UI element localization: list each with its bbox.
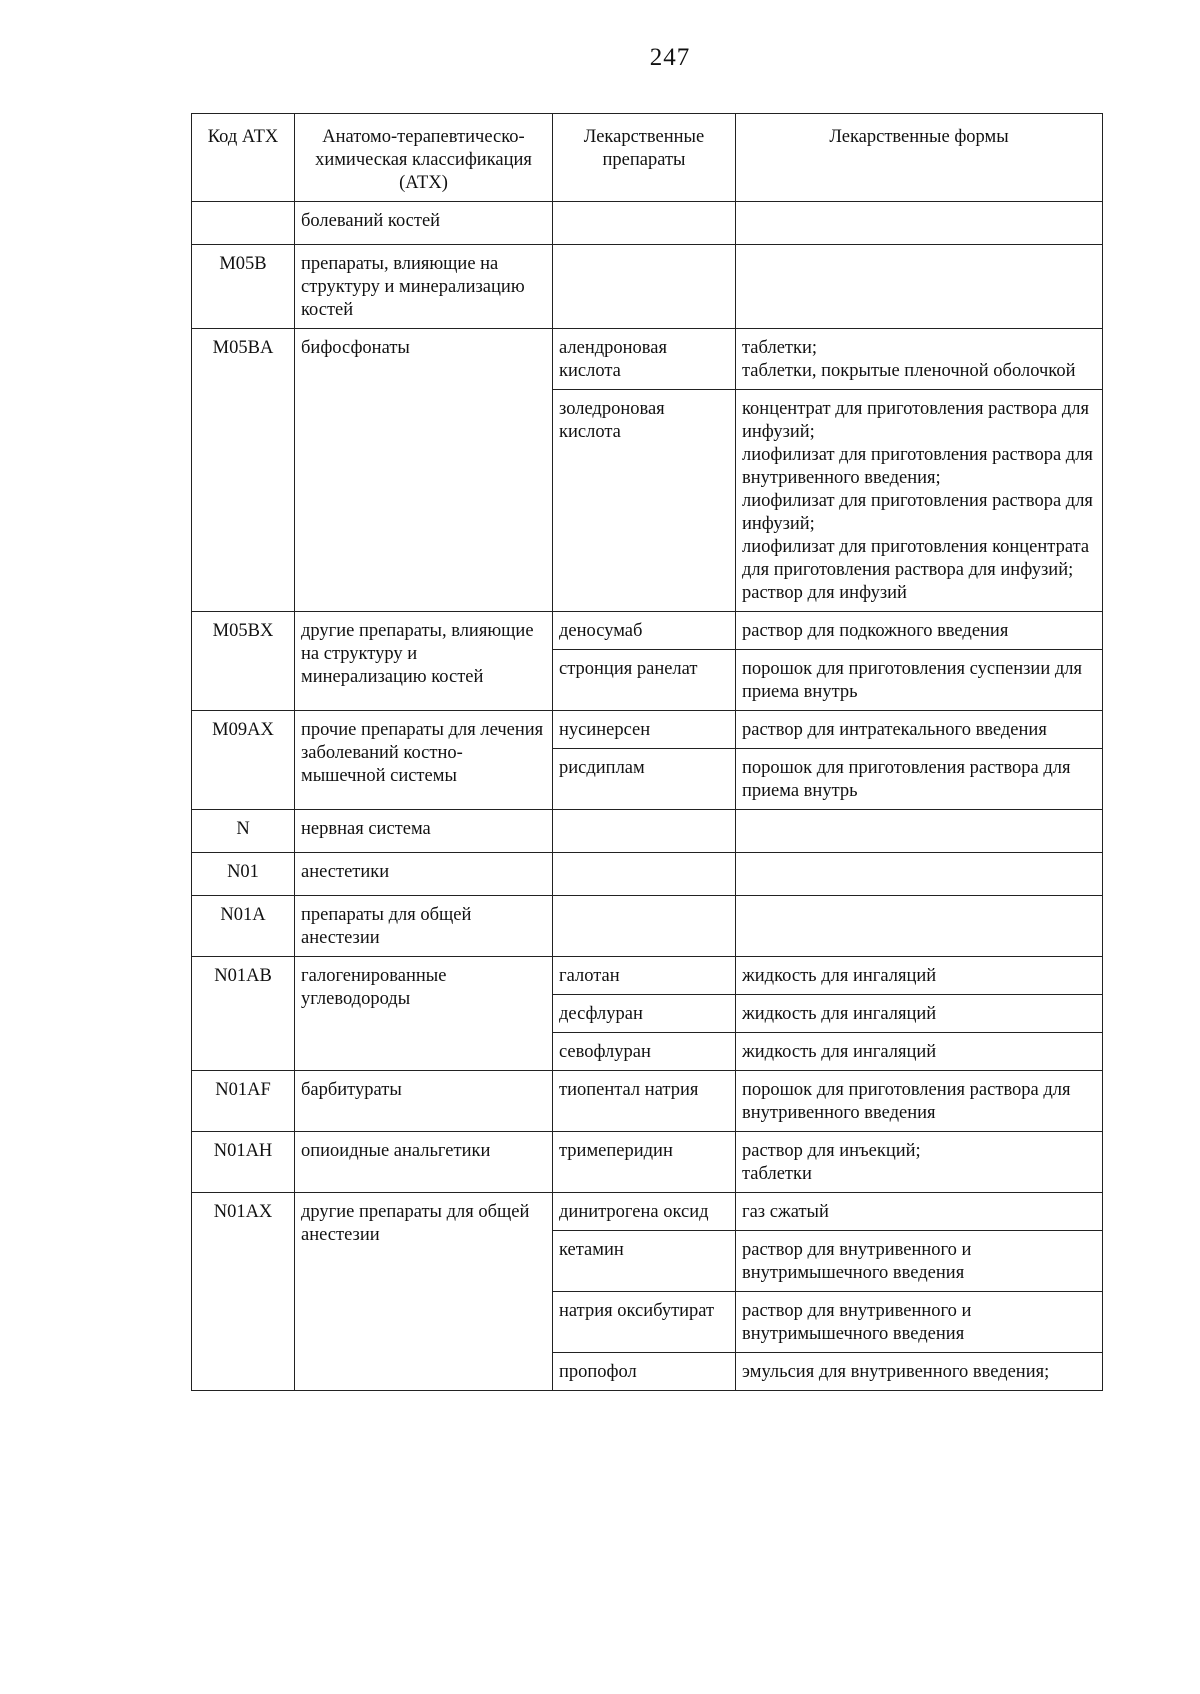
header-code: Код АТХ — [192, 114, 295, 202]
atx-classification-cell: барбитураты — [295, 1071, 553, 1132]
header-forms: Лекарственные формы — [736, 114, 1103, 202]
dosage-forms-cell — [736, 202, 1103, 245]
drug-name-cell: алендроновая кислота — [553, 329, 736, 390]
atx-code-cell — [192, 202, 295, 245]
table-row — [192, 245, 1103, 329]
dosage-forms-cell: раствор для внутривенного и внутримышечного введения — [736, 1231, 1103, 1292]
table-row — [192, 1132, 1103, 1193]
atx-code-cell: N01AH — [192, 1132, 295, 1193]
atx-classification-cell: другие препараты, влияющие на структуру и минерализацию костей — [295, 612, 553, 711]
drug-name-cell: тиопентал натрия — [553, 1071, 736, 1132]
table-body — [192, 202, 1103, 1391]
dosage-forms-cell: эмульсия для внутривенного введения; — [736, 1353, 1103, 1391]
drug-name-cell: десфлуран — [553, 995, 736, 1033]
atx-classification-cell: препараты для общей анестезии — [295, 896, 553, 957]
atx-code-cell: N01A — [192, 896, 295, 957]
table-row — [192, 1071, 1103, 1132]
drug-name-cell: галотан — [553, 957, 736, 995]
dosage-forms-cell: раствор для внутривенного и внутримышечного введения — [736, 1292, 1103, 1353]
table-row — [192, 853, 1103, 896]
dosage-forms-cell: жидкость для ингаляций — [736, 957, 1103, 995]
dosage-forms-cell: порошок для приготовления раствора для приема внутрь — [736, 749, 1103, 810]
table-row — [192, 329, 1103, 390]
drug-name-cell: кетамин — [553, 1231, 736, 1292]
atx-classification-cell: опиоидные анальгетики — [295, 1132, 553, 1193]
drug-name-cell — [553, 896, 736, 957]
atx-code-cell: M05B — [192, 245, 295, 329]
atx-classification-cell: галогенированные углеводороды — [295, 957, 553, 1071]
page-number: 247 — [649, 44, 691, 71]
header-classification: Анатомо-терапевтическо-химическая классификация (АТХ) — [295, 114, 553, 202]
table-row — [192, 896, 1103, 957]
drug-name-cell: натрия оксибутират — [553, 1292, 736, 1353]
atx-code-cell: N01AX — [192, 1193, 295, 1391]
dosage-forms-cell: порошок для приготовления раствора для внутривенного введения — [736, 1071, 1103, 1132]
atx-classification-cell: болеваний костей — [295, 202, 553, 245]
dosage-forms-cell: таблетки; таблетки, покрытые пленочной оболочкой — [736, 329, 1103, 390]
table-row — [192, 1193, 1103, 1231]
table-row — [192, 957, 1103, 995]
dosage-forms-cell: порошок для приготовления суспензии для приема внутрь — [736, 650, 1103, 711]
dosage-forms-cell: газ сжатый — [736, 1193, 1103, 1231]
atx-code-cell: N01AB — [192, 957, 295, 1071]
drug-name-cell — [553, 245, 736, 329]
dosage-forms-cell: концентрат для приготовления раствора для инфузий; лиофилизат для приготовления раствора для внутривенного введения; лиофилизат для приготовления раствора для инфузий; лиофилизат для приготовления концентрата для приготовления раствора для инфузий; раствор для инфузий — [736, 390, 1103, 612]
dosage-forms-cell: раствор для инъекций; таблетки — [736, 1132, 1103, 1193]
atx-classification-cell: нервная система — [295, 810, 553, 853]
atx-code-cell: M05BX — [192, 612, 295, 711]
drug-name-cell: севофлуран — [553, 1033, 736, 1071]
atx-code-cell: N01 — [192, 853, 295, 896]
atx-classification-cell: прочие препараты для лечения заболеваний костно-мышечной системы — [295, 711, 553, 810]
dosage-forms-cell: раствор для подкожного введения — [736, 612, 1103, 650]
dosage-forms-cell: раствор для интратекального введения — [736, 711, 1103, 749]
atx-code-cell: M09AX — [192, 711, 295, 810]
table-row — [192, 612, 1103, 650]
atx-classification-cell: препараты, влияющие на структуру и минерализацию костей — [295, 245, 553, 329]
table-header-row — [192, 114, 1103, 202]
drug-name-cell: нусинерсен — [553, 711, 736, 749]
drug-name-cell: золедроновая кислота — [553, 390, 736, 612]
dosage-forms-cell: жидкость для ингаляций — [736, 1033, 1103, 1071]
atx-table — [191, 113, 1103, 1391]
atx-code-cell: N01AF — [192, 1071, 295, 1132]
header-drugs: Лекарственные препараты — [553, 114, 736, 202]
atx-code-cell: N — [192, 810, 295, 853]
dosage-forms-cell — [736, 810, 1103, 853]
dosage-forms-cell — [736, 853, 1103, 896]
drug-name-cell — [553, 810, 736, 853]
drug-name-cell: рисдиплам — [553, 749, 736, 810]
table-row — [192, 810, 1103, 853]
drug-name-cell: тримеперидин — [553, 1132, 736, 1193]
atx-code-cell: M05BA — [192, 329, 295, 612]
dosage-forms-cell — [736, 896, 1103, 957]
drug-name-cell — [553, 853, 736, 896]
drug-name-cell: деносумаб — [553, 612, 736, 650]
drug-name-cell: динитрогена оксид — [553, 1193, 736, 1231]
table-row — [192, 711, 1103, 749]
drug-name-cell: пропофол — [553, 1353, 736, 1391]
atx-classification-cell: другие препараты для общей анестезии — [295, 1193, 553, 1391]
dosage-forms-cell — [736, 245, 1103, 329]
table-row — [192, 202, 1103, 245]
atx-classification-cell: анестетики — [295, 853, 553, 896]
drug-name-cell: стронция ранелат — [553, 650, 736, 711]
atx-classification-cell: бифосфонаты — [295, 329, 553, 612]
drug-name-cell — [553, 202, 736, 245]
dosage-forms-cell: жидкость для ингаляций — [736, 995, 1103, 1033]
